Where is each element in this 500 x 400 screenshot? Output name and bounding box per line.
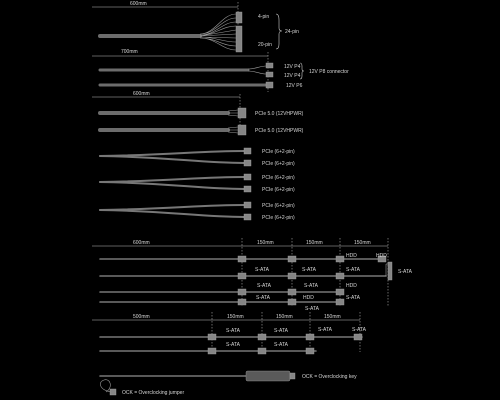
- sata1-seg3-length: 150mm: [354, 240, 371, 246]
- ock-jumper: [100, 380, 184, 396]
- pcie5-cables: [92, 91, 304, 136]
- atx-24pin-label: 24-pin: [285, 29, 299, 35]
- sata-row-1-label-1: S-ATA: [255, 267, 269, 273]
- sata-row-5-connector-2: [258, 334, 266, 340]
- ock-key-body: [246, 371, 290, 381]
- sata-row-6: [100, 342, 316, 354]
- pcie-connector-6: [244, 214, 251, 220]
- pcie5-length-label: 600mm: [133, 91, 150, 97]
- sata2-seg2-length: 150mm: [276, 314, 293, 320]
- atx-length-label: 600mm: [130, 1, 147, 7]
- pcie-cable-1: [100, 151, 244, 156]
- eps-length-label: 700mm: [121, 49, 138, 55]
- sata-row-3-connector-3: [336, 289, 344, 295]
- sata2-first-length: 500mm: [133, 314, 150, 320]
- sata-row-2-connector-3: [336, 273, 344, 279]
- pcie-connector-5: [244, 202, 251, 208]
- ock-key-connector: [290, 373, 295, 379]
- ock-jumper-label: OCK = Overclocking jumper: [122, 390, 185, 396]
- sata-row-6-connector-1: [208, 348, 216, 354]
- sata-row-5-label-2: S-ATA: [274, 328, 288, 334]
- sata-row-5-connector-1: [208, 334, 216, 340]
- sata-row-4-connector-3: [336, 299, 344, 305]
- pcie-label-1: PCIe (6+2-pin): [262, 149, 295, 155]
- pcie-label-3: PCIe (6+2-pin): [262, 175, 295, 181]
- pcie-label-5: PCIe (6+2-pin): [262, 203, 295, 209]
- pcie-connector-2: [244, 160, 251, 166]
- sata-row-2-connector-1: [238, 273, 246, 279]
- sata2-seg1-length: 150mm: [227, 314, 244, 320]
- pcie-label-6: PCIe (6+2-pin): [262, 215, 295, 221]
- eps-brace: [300, 63, 304, 79]
- sata-row-6-label-1: S-ATA: [226, 342, 240, 348]
- sata-row-1-connector-1: [238, 256, 246, 262]
- sata1-first-length: 600mm: [133, 240, 150, 246]
- sata-row-1: [100, 253, 387, 273]
- pcie-connector-3: [244, 174, 251, 180]
- ock-key: [100, 371, 357, 381]
- atx-brace: [276, 14, 282, 49]
- sata-row-2-label-2: S-ATA: [257, 283, 271, 289]
- pcie-pair-2: [100, 174, 295, 193]
- p6-label: 12V P6: [286, 83, 303, 89]
- sata-row-5-label-3: S-ATA: [318, 327, 332, 333]
- sata-row-5-label-1: S-ATA: [226, 328, 240, 334]
- pcie5-a-label: PCIe 5.0 (12VHPWR): [255, 111, 304, 117]
- sata-row-3-label-2: HDD: [303, 295, 314, 301]
- atx-24pin-cable: [92, 1, 299, 52]
- sata-row-4-label-2: S-ATA: [305, 306, 319, 312]
- sata-row-3-connector-2: [288, 289, 296, 295]
- sata-row-1-label-2: S-ATA: [302, 267, 316, 273]
- pcie5-b-label: PCIe 5.0 (12VHPWR): [255, 128, 304, 134]
- sata-row-6-connector-3: [306, 348, 314, 354]
- pcie-cable-3: [100, 177, 244, 182]
- sata-block-1-dimensions: [92, 238, 388, 306]
- sata-row-2-tip-connector: [388, 262, 392, 280]
- atx-20pin-label: 20-pin: [258, 42, 272, 48]
- pcie5-a-wires: [228, 110, 238, 116]
- sata1-seg2-length: 150mm: [306, 240, 323, 246]
- eps-p4-b-connector: [266, 72, 273, 77]
- ock-jumper-plug: [110, 389, 116, 395]
- atx-4pin-connector: [236, 12, 242, 23]
- pcie-connector-4: [244, 186, 251, 192]
- eps-p4-a-label: 12V P4: [284, 64, 301, 70]
- sata-row-3: [100, 283, 357, 301]
- sata-row-4-connector-2: [288, 299, 296, 305]
- sata-row-4: [100, 295, 361, 312]
- eps-p4-a-connector: [266, 63, 273, 68]
- pcie-cable-6: [100, 210, 244, 217]
- sata-row-2-connector-2: [288, 273, 296, 279]
- sata-row-5: [100, 327, 367, 340]
- atx-wire-fan: [200, 14, 236, 50]
- sata-row-5-connector-3: [306, 334, 314, 340]
- sata-row-1-connector-3: [336, 256, 344, 262]
- pcie-pair-3: [100, 202, 295, 221]
- sata-row-6-label-2: S-ATA: [274, 342, 288, 348]
- sata-row-5-connector-4: [354, 334, 362, 340]
- sata2-seg3-length: 150mm: [324, 314, 341, 320]
- pcie5-b-connector: [238, 125, 246, 135]
- pcie5-b-wires: [228, 127, 238, 133]
- pcie-connector-1: [244, 148, 251, 154]
- sata-row-2-label-1: S-ATA: [346, 267, 360, 273]
- atx-4pin-label: 4-pin: [258, 14, 270, 20]
- pcie-pair-1: [100, 148, 295, 167]
- p6-connector: [266, 82, 273, 88]
- pcie5-a-connector: [238, 108, 246, 118]
- eps-p4-b-label: 12V P4: [284, 73, 301, 79]
- pcie-label-2: PCIe (6+2-pin): [262, 161, 295, 167]
- sata1-seg1-length: 150mm: [257, 240, 274, 246]
- pcie-cable-5: [100, 205, 244, 210]
- sata-row-1-connector-2: [288, 256, 296, 262]
- pcie-cable-2: [100, 156, 244, 163]
- eps-wire-split: [248, 66, 266, 74]
- pcie-label-4: PCIe (6+2-pin): [262, 187, 295, 193]
- sata-tip-label: S-ATA: [398, 269, 412, 275]
- ock-key-label: OCK = Overclocking key: [302, 374, 357, 380]
- atx-20pin-connector: [236, 26, 242, 52]
- pcie-cable-4: [100, 182, 244, 189]
- sata-row-4-label-1: S-ATA: [256, 295, 270, 301]
- sata-row-6-connector-2: [258, 348, 266, 354]
- sata-row-3-connector-1: [238, 289, 246, 295]
- eps-p8-label: 12V P8 connector: [309, 69, 349, 75]
- sata-row-3-label-3: HDD: [346, 283, 357, 289]
- sata-row-1-label-3: HDD: [346, 253, 357, 259]
- sata-row-4-connector-1: [238, 299, 246, 305]
- sata-row-1-label-4: HDD: [376, 253, 387, 259]
- sata-row-4-label-3: S-ATA: [346, 295, 360, 301]
- sata-row-2-label-3: S-ATA: [304, 283, 318, 289]
- p6-cable: [100, 82, 303, 89]
- sata-row-5-label-4: S-ATA: [352, 327, 366, 333]
